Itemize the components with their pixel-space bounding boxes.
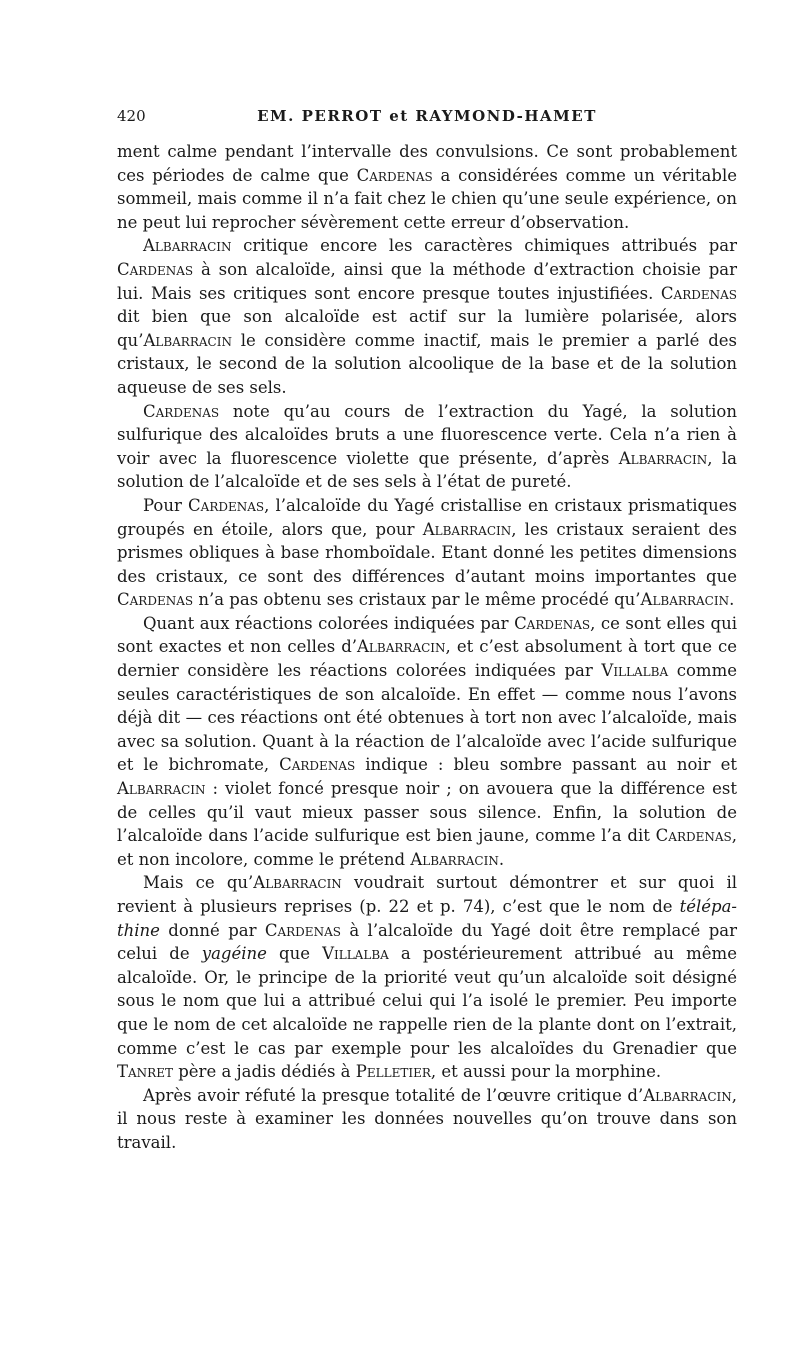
text-run: donné par: [159, 920, 265, 940]
author-name: Tanret: [117, 1062, 173, 1082]
author-name: Cardenas: [356, 165, 433, 185]
text-run: que: [266, 944, 323, 964]
author-name: Cardenas: [143, 401, 220, 421]
author-name: Albarracin: [422, 519, 512, 539]
text-run: à l’alcaloïde du Yagé doit être remplacé par celui de: [117, 920, 737, 964]
text-run: Quant aux réactions colorées indiquées par: [143, 613, 515, 633]
text-run: n’a pas obtenu ses cristaux par le même procédé qu’: [193, 590, 641, 610]
paragraph-1: [117, 140, 737, 234]
paragraph-3: [117, 400, 737, 494]
text-run: , et c’est absolument à tort que ce dernier considère les réactions colorées indiquées par: [117, 637, 737, 681]
italic-term: yagéine: [201, 944, 267, 964]
text-run: .: [498, 849, 505, 869]
author-name: Cardenas: [514, 613, 591, 633]
author-name: Pelletier: [355, 1062, 431, 1082]
author-name: Albarracin: [253, 873, 342, 893]
author-name: Cardenas: [188, 495, 265, 515]
text-run: dit bien que son alcaloïde est actif sur la lumière polarisée, alors qu’: [117, 307, 737, 350]
author-name: Cardenas: [660, 283, 737, 303]
text-run: a considérées comme un véritable sommeil, mais comme il n’a fait chez le chien qu’une seule expérience, on ne peut lui reprocher sévèrement cette erreur d’observation.: [117, 165, 737, 232]
author-name: Villalba: [322, 944, 389, 964]
author-name: Cardenas: [264, 920, 341, 940]
author-name: Albarracin: [410, 849, 499, 869]
paragraph-2: [117, 234, 737, 399]
text-run: Pour: [143, 495, 189, 515]
author-name: Albarracin: [618, 448, 708, 468]
author-name: Albarracin: [117, 779, 206, 799]
text-run: a postérieurement attribué au même alcaloïde. Or, le principe de la priorité veut qu’un alcaloïde soit désigné sous le nom que lui a attribué celui qui l’a isolé le premier. Peu importe que le nom de cet alcaloïde ne rappelle rien de la plante dont on l’extrait, comme c’est le cas par exemple pour les alcaloïdes du Grenadier que: [117, 944, 737, 1058]
text-run: à son alcaloïde, ainsi que la méthode d’extraction choisie par lui. Mais ses critiques sont encore presque toutes injustifiées.: [117, 259, 737, 303]
page-number: 420: [117, 107, 146, 125]
author-name: Albarracin: [640, 590, 730, 610]
text-run: Mais ce qu’: [143, 873, 254, 893]
text-run: ment calme pendant l’intervalle des convulsions. Ce sont probablement ces périodes de calme que: [117, 142, 737, 185]
text-run: , et aussi pour la morphine.: [430, 1062, 662, 1082]
text-run: , ce sont elles qui sont exactes et non celles d’: [117, 613, 738, 657]
author-name: Cardenas: [279, 755, 356, 775]
text-run: indique : bleu sombre passant au noir et: [355, 755, 737, 775]
text-run: le considère comme inactif, mais le premier a parlé des cristaux, le second de la solution alcoolique de la base et de la solution aqueuse de ses sels.: [117, 330, 737, 397]
author-name: Albarracin: [357, 637, 446, 657]
paragraph-4: [117, 494, 737, 612]
text-run: .: [729, 590, 735, 610]
author-name: Albarracin: [643, 1085, 732, 1105]
text-run: , il nous reste à examiner les données nouvelles qu’on trouve dans son travail.: [117, 1085, 737, 1152]
running-head: [117, 104, 737, 128]
author-name: Cardenas: [655, 826, 732, 846]
text-run: , la solution de l’alcaloïde et de ses sels à l’état de pureté.: [117, 448, 737, 492]
author-name: Villalba: [601, 661, 669, 681]
author-name: Albarracin: [143, 330, 232, 350]
text-run: critique encore les caractères chimiques attribués par: [231, 236, 737, 256]
running-title: EM. PERROT et RAYMOND-HAMET: [257, 107, 597, 125]
paragraph-6: [117, 871, 737, 1083]
paragraph-5: [117, 612, 737, 872]
author-name: Cardenas: [117, 259, 194, 279]
text-run: Après avoir réfuté la presque totalité de l’œuvre critique d’: [143, 1085, 644, 1105]
paragraph-7: [117, 1084, 737, 1155]
text-run: , les cristaux seraient des prismes obliques à base rhomboïdale. Etant donné les petites dimensions des cristaux, ce sont des différences d’autant moins importantes que: [117, 519, 738, 586]
text-run: : violet foncé presque noir ; on avouera que la différence est de celles qu’il vaut mieux passer sous silence. Enfin, la solution de l’alcaloïde dans l’acide sulfurique est bien jaune, comme l’a dit: [117, 779, 737, 846]
author-name: Cardenas: [117, 590, 194, 610]
text-run: voudrait surtout démontrer et sur quoi il revient à plusieurs reprises (p. 22 et p. 74), c’est que le nom de: [117, 873, 737, 916]
author-name: Albarracin: [143, 236, 232, 256]
text-run: , l’alcaloïde du Yagé cristallise en cristaux prismatiques groupés en étoile, alors que, pour: [117, 495, 737, 539]
text-run: note qu’au cours de l’extraction du Yagé, la solution sulfurique des alcaloïdes bruts a une fluorescence verte. Cela n’a rien à voir avec la fluorescence violette que présente, d’après: [117, 401, 737, 468]
text-run: comme seules caractéristiques de son alcaloïde. En effet — comme nous l’avons déjà dit — ces réactions ont été obtenues à tort non avec l’alcaloïde, mais avec sa solution. Quant à la réaction de l’alcaloïde avec l’acide sulfurique et le bichromate,: [117, 661, 737, 775]
text-run: père a jadis dédiés à: [172, 1062, 356, 1082]
text-run: , et non incolore, comme le prétend: [117, 826, 737, 869]
body-text: [117, 140, 737, 1155]
italic-term: télépathine: [117, 897, 737, 940]
